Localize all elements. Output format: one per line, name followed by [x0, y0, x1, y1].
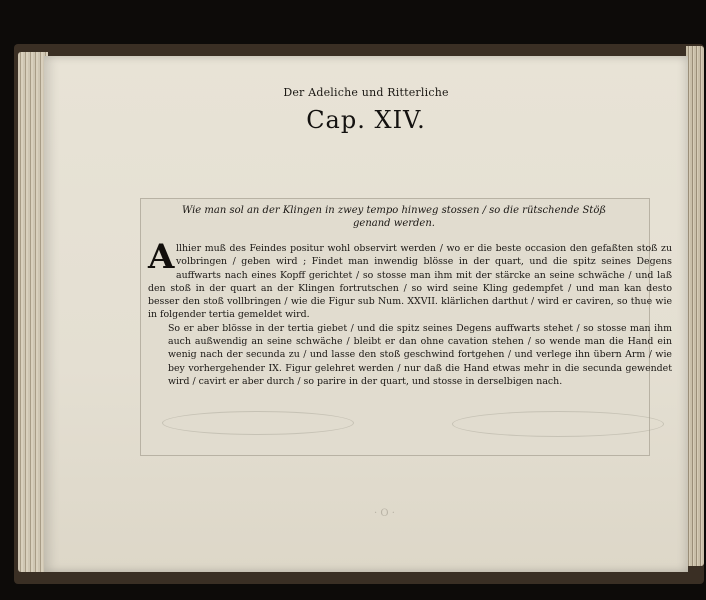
body-text	[148, 237, 672, 388]
plate-figure-ghost-right	[452, 411, 664, 437]
book-page	[44, 56, 688, 572]
page-stain-mark: · O ·	[374, 508, 395, 519]
chapter-subtitle: Wie man sol an der Klingen in zwey tempo hinweg stossen / so die rütschende Stöß genand werden.	[181, 205, 607, 229]
paragraph-2	[148, 322, 672, 388]
chapter-heading: Cap. XIV.	[306, 106, 426, 134]
paragraph-1-text: llhier muß des Feindes positur wohl observirt werden / wo er die beste occasion den gefaßten stoß zu volbringen / geben wird ; Findet man inwendig blösse in der quart, und die spitz seines Degens auffwarts nach eines Kopff gerichtet / so stosse man ihm mit der stärcke an seine schwäche / und laß den stoß in der quart an der Klingen fortrutschen / so wird seine Kling gedempfet / und man kan desto besser den stoß vollbringen / wie die Figur sub Num. XXVII. klärlichen darthut / wird er caviren, so thue wie in folgender tertia gemeldet wird.	[148, 243, 672, 321]
page-edges-right	[686, 46, 704, 566]
paragraph-1	[148, 237, 672, 322]
running-head: Der Adeliche und Ritterliche	[283, 86, 449, 99]
drop-cap: A	[148, 237, 175, 277]
plate-figure-ghost-left	[162, 411, 354, 435]
paragraph-2-text: So er aber blösse in der tertia giebet / und die spitz seines Degens auffwarts stehet / so stosse man ihm auch außwendig an seine schwäche / bleibt er dan ohne cavation stehen / so wende man die Hand ein wenig nach der secunda zu / und lasse den stoß geschwind fortgehen / und verlege ihn übern Arm / wie bey vorhergehender IX. Figur gelehret werden / nur daß die Hand etwas mehr in die secunda gewendet wird / cavirt er aber durch / so parire in der quart, und stosse in derselbigen nach.	[168, 322, 672, 387]
